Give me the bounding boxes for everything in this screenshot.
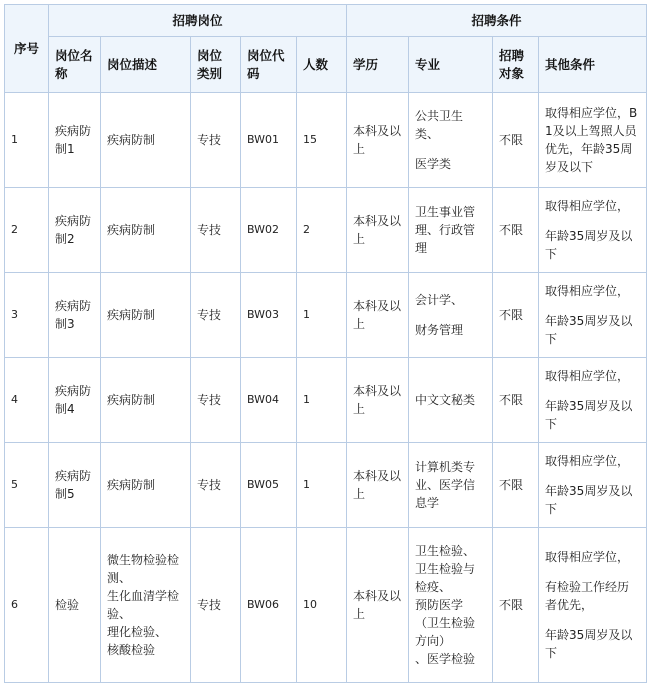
cell-education: 本科及以上 — [347, 93, 409, 188]
other-line: 年龄35周岁及以下 — [545, 229, 633, 261]
header-other: 其他条件 — [539, 37, 647, 93]
table-row — [5, 358, 647, 443]
cell-post-name: 疾病防制2 — [49, 188, 101, 273]
cell-post-code: BW03 — [241, 273, 297, 358]
cell-post-desc: 疾病防制 — [101, 443, 191, 528]
cell-count: 1 — [297, 443, 347, 528]
cell-count: 15 — [297, 93, 347, 188]
other-line: 年龄35周岁及以下 — [545, 628, 633, 660]
cell-post-desc: 微生物检验检测、 生化血清学检验、 理化检验、 核酸检验 — [101, 528, 191, 683]
cell-post-name: 疾病防制3 — [49, 273, 101, 358]
cell-post-desc: 疾病防制 — [101, 93, 191, 188]
cell-post-name: 疾病防制1 — [49, 93, 101, 188]
cell-education: 本科及以上 — [347, 273, 409, 358]
cell-count: 10 — [297, 528, 347, 683]
cell-major: 卫生检验、 卫生检验与检疫、 预防医学 （卫生检验方向） 、医学检验 — [409, 528, 493, 683]
cell-education: 本科及以上 — [347, 528, 409, 683]
cell-count: 2 — [297, 188, 347, 273]
cell-major: 计算机类专业、医学信息学 — [409, 443, 493, 528]
header-post-name: 岗位名称 — [49, 37, 101, 93]
header-group-post: 招聘岗位 — [49, 5, 347, 37]
header-post-code: 岗位代码 — [241, 37, 297, 93]
other-line: 取得相应学位， — [545, 369, 630, 383]
cell-post-type: 专技 — [191, 93, 241, 188]
recruitment-table — [4, 4, 647, 683]
cell-education: 本科及以上 — [347, 443, 409, 528]
cell-post-code: BW04 — [241, 358, 297, 443]
table-row — [5, 188, 647, 273]
header-post-desc: 岗位描述 — [101, 37, 191, 93]
table-row — [5, 273, 647, 358]
cell-count: 1 — [297, 358, 347, 443]
cell-post-name: 检验 — [49, 528, 101, 683]
cell-seq: 4 — [5, 358, 49, 443]
cell-other: 取得相应学位，B1及以上驾照人员优先，年龄35周岁及以下 — [539, 93, 647, 188]
cell-post-type: 专技 — [191, 528, 241, 683]
cell-post-type: 专技 — [191, 358, 241, 443]
other-line: 取得相应学位， — [545, 550, 630, 564]
major-line: 会计学、 — [415, 293, 464, 307]
cell-post-code: BW01 — [241, 93, 297, 188]
header-count: 人数 — [297, 37, 347, 93]
cell-major — [409, 273, 493, 358]
major-line: 公共卫生类、 — [415, 109, 464, 141]
cell-post-code: BW05 — [241, 443, 297, 528]
cell-target: 不限 — [493, 188, 539, 273]
cell-seq: 3 — [5, 273, 49, 358]
cell-major: 中文文秘类 — [409, 358, 493, 443]
cell-post-code: BW02 — [241, 188, 297, 273]
cell-seq: 1 — [5, 93, 49, 188]
other-line: 年龄35周岁及以下 — [545, 399, 633, 431]
cell-target: 不限 — [493, 528, 539, 683]
cell-post-type: 专技 — [191, 443, 241, 528]
cell-education: 本科及以上 — [347, 188, 409, 273]
cell-education: 本科及以上 — [347, 358, 409, 443]
cell-post-desc: 疾病防制 — [101, 273, 191, 358]
other-line: 有检验工作经历者优先， — [545, 580, 630, 612]
cell-post-name: 疾病防制4 — [49, 358, 101, 443]
other-line: 取得相应学位， — [545, 454, 630, 468]
cell-seq: 6 — [5, 528, 49, 683]
cell-post-desc: 疾病防制 — [101, 188, 191, 273]
cell-seq: 5 — [5, 443, 49, 528]
table-row — [5, 443, 647, 528]
cell-target: 不限 — [493, 358, 539, 443]
other-line: 取得相应学位， — [545, 284, 630, 298]
cell-other — [539, 273, 647, 358]
cell-post-type: 专技 — [191, 273, 241, 358]
major-line: 医学类 — [415, 157, 452, 171]
cell-target: 不限 — [493, 273, 539, 358]
cell-post-code: BW06 — [241, 528, 297, 683]
cell-seq: 2 — [5, 188, 49, 273]
cell-other — [539, 443, 647, 528]
cell-post-desc: 疾病防制 — [101, 358, 191, 443]
header-seq: 序号 — [5, 5, 49, 93]
cell-other — [539, 188, 647, 273]
cell-major: 卫生事业管理、行政管理 — [409, 188, 493, 273]
other-line: 取得相应学位， — [545, 199, 630, 213]
cell-post-name: 疾病防制5 — [49, 443, 101, 528]
cell-other — [539, 528, 647, 683]
other-line: 年龄35周岁及以下 — [545, 484, 633, 516]
header-post-type: 岗位类别 — [191, 37, 241, 93]
cell-target: 不限 — [493, 93, 539, 188]
header-education: 学历 — [347, 37, 409, 93]
table-row — [5, 528, 647, 683]
header-major: 专业 — [409, 37, 493, 93]
major-line: 财务管理 — [415, 323, 464, 337]
header-target: 招聘对象 — [493, 37, 539, 93]
header-group-conditions: 招聘条件 — [347, 5, 647, 37]
cell-count: 1 — [297, 273, 347, 358]
cell-target: 不限 — [493, 443, 539, 528]
table-row — [5, 93, 647, 188]
cell-major — [409, 93, 493, 188]
other-line: 年龄35周岁及以下 — [545, 314, 633, 346]
cell-post-type: 专技 — [191, 188, 241, 273]
cell-other — [539, 358, 647, 443]
